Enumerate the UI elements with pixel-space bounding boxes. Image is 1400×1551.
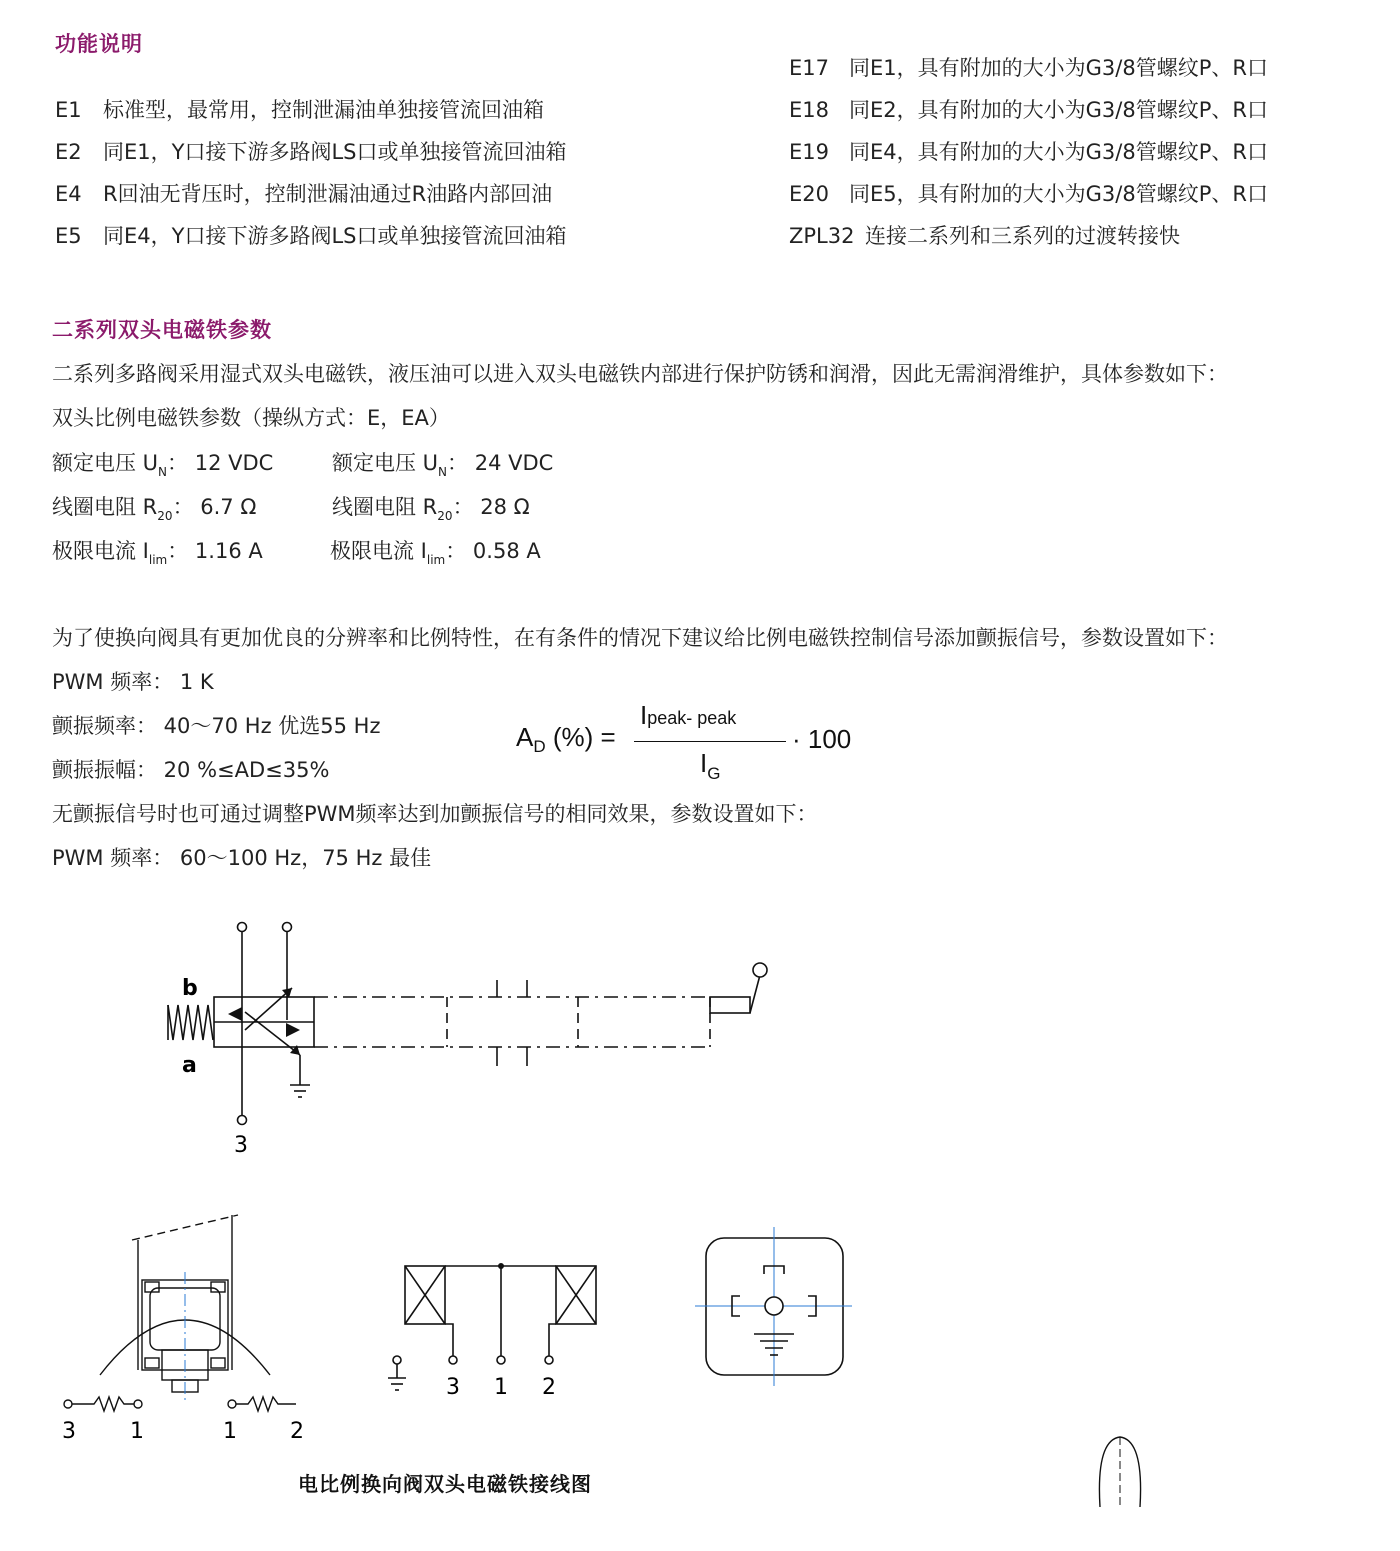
pwm-frequency: PWM 频率： 1 K [52,670,214,694]
dither-frequency: 颤振频率： 40～70 Hz 优选55 Hz [52,714,381,738]
item-code: E5 [55,224,82,248]
diagram-caption: 电比例换向阀双头电磁铁接线图 [298,1472,592,1496]
list-item [789,220,1180,250]
param-value: 28 Ω [480,495,530,519]
param-label: 极限电流 I [330,539,427,563]
cropped-shape [1090,1430,1150,1507]
coil-wiring-schematic [380,1250,610,1410]
fraction-bar [634,741,786,742]
label-a: a [182,1053,197,1078]
param-subscript: lim [426,553,446,567]
item-text: 连接二系列和三系列的过渡转接快 [865,224,1180,248]
formula-symbol: I [640,700,648,730]
dither-intro: 为了使换向阀具有更加优良的分辨率和比例特性，在有条件的情况下建议给比例电磁铁控制信号添加颤振信号，参数设置如下： [52,626,1228,650]
resistance-row-2 [332,491,530,523]
item-text: 同E4，Y口接下游多路阀LS口或单独接管流回油箱 [103,224,567,248]
param-colon: ： [172,495,194,519]
dither-amplitude: 颤振振幅： 20 %≤AD≤35% [52,758,330,782]
param-label: 极限电流 I [52,539,149,563]
param-colon: ： [167,539,189,563]
item-text: 同E1，Y口接下游多路阀LS口或单独接管流回油箱 [103,140,567,164]
current-row-1 [52,535,263,567]
item-code: E19 [789,140,829,164]
param-subscript: lim [148,553,168,567]
function-heading: 功能说明 [55,32,143,56]
solenoid-heading: 二系列双头电磁铁参数 [52,318,272,342]
item-code: E1 [55,98,82,122]
list-item [55,178,552,208]
item-code: E20 [789,182,829,206]
voltage-row-2 [332,447,553,479]
param-colon: ： [452,495,474,519]
param-value: 1.16 A [194,539,263,563]
item-code: ZPL32 [789,224,855,248]
param-subscript: 20 [437,509,453,523]
param-value: 6.7 Ω [200,495,257,519]
arrow-right-icon [286,1023,300,1037]
param-label: 额定电压 U [52,451,159,475]
coil-left-pin-3: 3 [62,1419,76,1444]
formula-symbol: I [700,748,708,778]
pin-3-label: 3 [446,1375,460,1400]
pin-2-label: 2 [542,1375,556,1400]
item-text: 同E2，具有附加的大小为G3/8管螺纹P、R口 [849,98,1268,122]
formula-subscript: peak- peak [647,708,737,728]
item-text: 同E1，具有附加的大小为G3/8管螺纹P、R口 [849,56,1268,80]
param-subscript: N [158,465,168,479]
arrow-left-icon [228,1007,242,1021]
formula-symbol: A [516,722,534,752]
connector-face-diagram [690,1225,860,1395]
no-dither-note: 无颤振信号时也可通过调整PWM频率达到加颤振信号的相同效果，参数设置如下： [52,802,818,826]
param-label: 额定电压 U [332,451,439,475]
param-label: 线圈电阻 R [332,495,438,519]
param-subscript: N [438,465,448,479]
list-item [789,94,1268,124]
item-text: 同E5，具有附加的大小为G3/8管螺纹P、R口 [849,182,1268,206]
item-code: E2 [55,140,82,164]
param-colon: ： [447,451,469,475]
pwm-frequency-alt: PWM 频率： 60～100 Hz，75 Hz 最佳 [52,846,432,870]
list-item [55,220,567,250]
voltage-row-1 [52,447,273,479]
solenoid-intro: 二系列多路阀采用湿式双头电磁铁，液压油可以进入双头电磁铁内部进行保护防锈和润滑，因此无需润滑维护，具体参数如下： [52,362,1228,386]
resistance-row-1 [52,491,256,523]
formula-percent: (%) = [545,722,616,752]
list-item [789,136,1268,166]
param-value: 12 VDC [194,451,274,475]
item-text: R回油无背压时，控制泄漏油通过R油路内部回油 [103,182,553,206]
list-item [789,52,1268,82]
solenoid-subtitle: 双头比例电磁铁参数（操纵方式：E，EA） [52,406,450,430]
param-colon: ： [445,539,467,563]
item-code: E17 [789,56,829,80]
coil-left-pin-1: 1 [130,1419,144,1444]
list-item [55,136,567,166]
item-code: E4 [55,182,82,206]
pin-1-label: 1 [494,1375,508,1400]
formula-subscript: D [533,737,546,756]
item-code: E18 [789,98,829,122]
formula-denominator [700,748,720,784]
solenoid-housing-diagram [55,1205,315,1450]
valve-symbol-diagram [150,905,790,1165]
list-item [55,94,544,124]
label-b: b [182,976,198,1001]
list-item [789,178,1268,208]
coil-right-pin-2: 2 [290,1419,304,1444]
param-subscript: 20 [157,509,173,523]
param-label: 线圈电阻 R [52,495,158,519]
current-row-2 [330,535,541,567]
formula-lhs [516,722,616,757]
item-text: 标准型，最常用，控制泄漏油单独接管流回油箱 [103,98,544,122]
formula-subscript: G [707,764,721,783]
item-text: 同E4，具有附加的大小为G3/8管螺纹P、R口 [849,140,1268,164]
param-value: 0.58 A [472,539,541,563]
port-3-label: 3 [234,1133,248,1158]
param-value: 24 VDC [474,451,554,475]
formula-multiplier: · 100 [792,724,852,754]
formula-numerator [640,700,736,731]
coil-right-pin-1: 1 [223,1419,237,1444]
param-colon: ： [167,451,189,475]
